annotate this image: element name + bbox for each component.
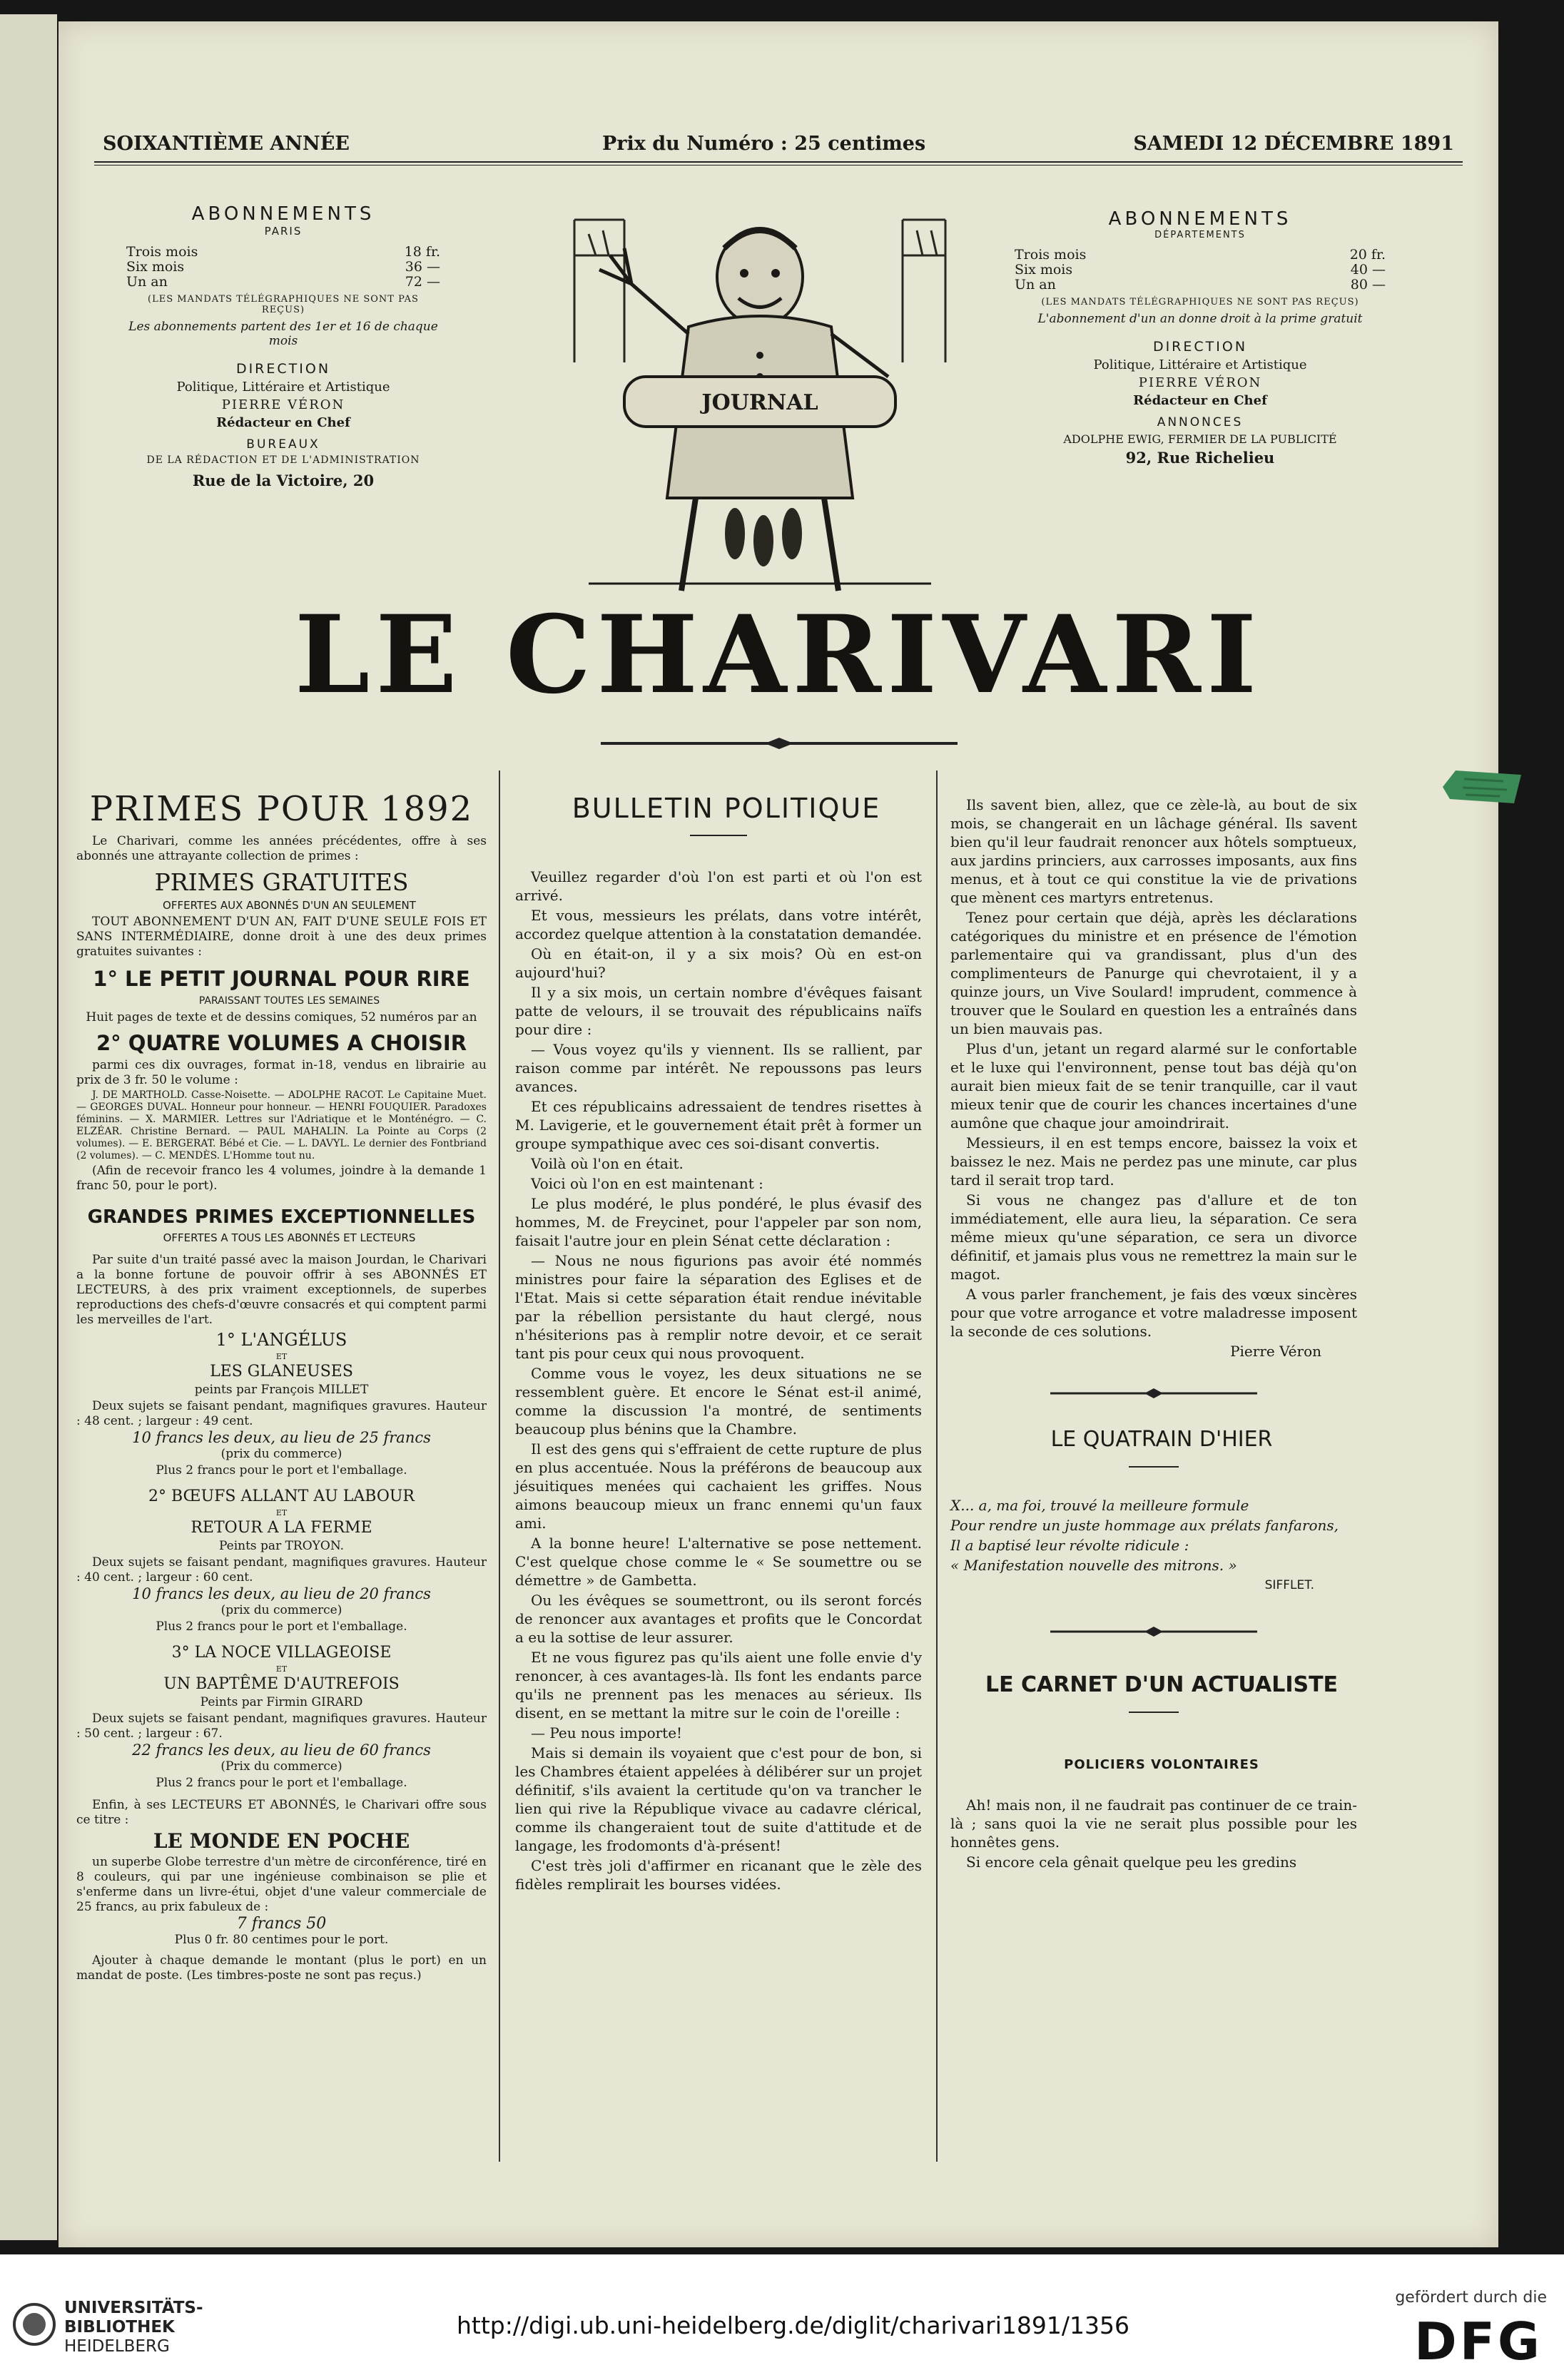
bulletin-para: Veuillez regarder d'où l'on est parti et où l'on est arrivé. [515,868,922,904]
quatrain-title: LE QUATRAIN D'HIER [1050,1427,1273,1452]
editor-role: Rédacteur en Chef [1133,393,1267,408]
bulletin-para: Il est des gens qui s'effraient de cette rupture de plus en plus accentuée. Nous la préférons de beaucoup aux jésuitiques menées qui cachaient les griffes. Nous aimons beaucoup mieux un franc ennemi qu'un faux ami. [515,1440,922,1532]
carnet-subtitle: POLICIERS VOLONTAIRES [1064,1757,1259,1772]
annonces-desc: ADOLPHE EWIG, FERMIER DE LA PUBLICITÉ [1063,432,1337,446]
gravure-1-title: 1° L'ANGÉLUS [215,1330,347,1350]
header-price: Prix du Numéro : 25 centimes [602,133,926,155]
grandes-primes-sub: OFFERTES A TOUS LES ABONNÉS ET LECTEURS [163,1231,416,1244]
subs-dept-title: ABONNEMENTS [1108,208,1292,230]
subs-paris-italic: Les abonnements partent des 1er et 16 de chaque mois [128,320,438,348]
bulletin-para: Il y a six mois, un certain nombre d'évêques faisant patte de velours, il se trouvait des républicains naïfs pour dire : [515,984,922,1038]
primes-outro: Ajouter à chaque demande le montant (plus le port) en un mandat de poste. (Les timbres-poste ne sont pas reçus.) [76,1953,487,1983]
gravure-2-title-b: RETOUR A LA FERME [191,1519,372,1537]
column-right [950,795,1357,1873]
subs-dept-rows [1015,248,1386,293]
editor-name: PIERRE VÉRON [221,397,345,412]
monde-intro: Enfin, à ses LECTEURS ET ABONNÉS, le Charivari offre sous ce titre : [76,1798,487,1827]
direction-desc: Politique, Littéraire et Artistique [176,380,390,395]
header-date: SAMEDI 12 DÉCEMBRE 1891 [1133,133,1454,155]
gravure-3-title: 3° LA NOCE VILLAGEOISE [171,1644,392,1662]
gravure-2-price: 10 francs les deux, au lieu de 20 francs [132,1585,431,1602]
primes-title: PRIMES POUR 1892 [89,789,474,829]
gravure-1-et: ET [275,1352,288,1361]
banner-text: JOURNAL [701,390,818,415]
dept-address: 92, Rue Richelieu [1125,449,1275,467]
subs-dept-note: (LES MANDATS TÉLÉGRAPHIQUES NE SONT PAS REÇUS) [1041,297,1359,307]
bulletin-para: Comme vous le voyez, les deux situations ne se ressemblent guère. Et encore le Sénat est-il animé, comme la discussion l'a montré, de sentiments beaucoup plus bénins que la Chambre. [515,1365,922,1438]
subscriptions-departements [1015,208,1386,467]
bulletin-para: Et vous, messieurs les prélats, dans votre intérêt, accordez quelque attention à la constatation demandée. [515,907,922,942]
gravure-2-comm: (prix du commerce) [220,1603,342,1617]
bulletin-para: Mais si demain ils voyaient que c'est pour de bon, si les Chambres étaient appelées à délibérer sur un projet définitif, s'ils avaient la certitude qu'on va trancher le lien qui rive la République vivace au cadavre clérical, comme ils changeraient tout de suite d'attitude et de langage, les frodomonts d'à-présent! [515,1744,922,1854]
gravure-1-title-b: LES GLANEUSES [210,1363,353,1380]
carnet-para: Si encore cela gênait quelque peu les gredins [966,1853,1297,1871]
bulletin-para: Et ces républicains adressaient de tendres risettes à M. Lavigerie, et le gouvernement était prêt à former un groupe sympathique avec ces soi-disant convertis. [515,1098,922,1152]
digitization-footer [0,2254,1564,2380]
bulletin-para: Et ne vous figurez pas qu'ils aient une folle envie d'y renoncer, à ces avantages-là. Ils font les endants parce qu'ils ne prennent pas les menaces au sérieux. Ils disent, en se mettant la mitre sur le coin de l'oreille : [515,1649,922,1722]
gravure-3-et: ET [275,1664,288,1674]
gravure-2-by: Peints par TROYON. [218,1539,345,1553]
quatrain-line: Il a baptisé leur révolte ridicule : [950,1537,1189,1554]
gravure-3-desc: Deux sujets se faisant pendant, magnifiques gravures. Hauteur : 50 cent. ; largeur : 67. [76,1712,487,1741]
carnet-rule [1129,1712,1179,1713]
subs-paris-note: (LES MANDATS TÉLÉGRAPHIQUES NE SONT PAS REÇUS) [148,294,419,315]
gravure-1-port: Plus 2 francs pour le port et l'emballage. [156,1463,407,1478]
column-rule-2 [936,771,938,2162]
uni-line: HEIDELBERG [64,2337,170,2356]
column-primes [76,788,487,1985]
subs-paris-rows [126,245,440,290]
bulletin-para: Où en était-on, il y a six mois? Où en est-on aujourd'hui? [515,945,922,981]
primes-intro: Le Charivari, comme les années précédentes, offre à ses abonnés une attrayante collection de primes : [76,834,487,863]
direction-label: DIRECTION [1152,339,1248,355]
bulletin-para: Voilà où l'on en était. [531,1155,684,1172]
monde-price: 7 francs 50 [236,1915,327,1933]
gravure-3-port: Plus 2 francs pour le port et l'emballage. [156,1776,407,1790]
article-para: Tenez pour certain que déjà, après les déclarations catégoriques du ministre et en présence de l'émotion parlementaire qui va grandissant, plus d'un des complimenteurs de Panurge qui chevrotaient, il y a quinze jours, un Vive Soulard! imprudent, commence à trouver que le Soulard en question les a entraînés dans un bien mauvais pas. [950,909,1357,1037]
grandes-primes-heading: GRANDES PRIMES EXCEPTIONNELLES [87,1206,476,1228]
uni-line: BIBLIOTHEK [64,2318,175,2336]
newspaper-page [59,21,1498,2247]
bulletin-para: — Vous voyez qu'ils y viennent. Ils se rallient, par raison comme par intérêt. Ne repoussons pas leurs avances. [515,1041,922,1095]
gravure-2-desc: Deux sujets se faisant pendant, magnifiques gravures. Hauteur : 40 cent. ; largeur : 60 cent. [76,1555,487,1585]
subs-row: Six mois 40 — [1015,262,1386,278]
subs-row: Trois mois 18 fr. [126,244,440,260]
bureaux-desc: DE LA RÉDACTION ET DE L'ADMINISTRATION [146,454,420,466]
prime-2-note: (Afin de recevoir franco les 4 volumes, joindre à la demande 1 franc 50, pour le port). [76,1164,487,1193]
masthead-title: LE CHARIVARI [294,592,1263,718]
editor-role: Rédacteur en Chef [216,415,350,430]
quatrain-signature: SIFFLET. [1264,1578,1314,1592]
editor-name: PIERRE VÉRON [1138,375,1262,390]
article-para: Messieurs, il en est temps encore, baissez la voix et baissez le nez. Mais ne perdez pas une minute, car plus tard il serait trop tard. [950,1134,1357,1189]
article-para: Plus d'un, jetant un regard alarmé sur le confortable et le luxe qui l'environnent, pense tout bas déjà qu'on aurait bien mieux fait de se tenir tranquille, car il vaut mieux tenir que de courir les chances incertaines d'une aumône que chaque jour amoindrirait. [950,1040,1357,1131]
monde-port: Plus 0 fr. 80 centimes pour le port. [174,1933,389,1947]
quatrain-line: X... a, ma foi, trouvé la meilleure formule [950,1497,1249,1514]
bulletin-para: — Peu nous importe! [531,1724,683,1741]
direction-label: DIRECTION [235,361,331,377]
quatrain-rule [1129,1466,1179,1468]
source-url-link[interactable]: http://digi.ub.uni-heidelberg.de/diglit/charivari1891/1356 [457,2312,1129,2339]
annonces-label: ANNONCES [1157,415,1244,429]
carnet-para: Ah! mais non, il ne faudrait pas continuer de ce train-là ; sans quoi la vie ne serait plus possible pour les honnêtes gens. [950,1796,1357,1851]
article-para: A vous parler franchement, je fais des vœux sincères pour que votre arrogance et votre maladresse imposent la seconde de ces solutions. [950,1286,1357,1340]
primes-gratuites-heading: PRIMES GRATUITES [154,868,409,896]
column-rule-1 [499,771,500,2162]
header-year: SOIXANTIÈME ANNÉE [103,133,350,155]
subs-row: Un an 80 — [1015,277,1386,293]
grandes-primes-text: Par suite d'un traité passé avec la maison Jourdan, le Charivari a la bonne fortune de pouvoir offrir à ses ABONNÉS ET LECTEURS, à des prix vraiment exceptionnels, de superbes reproductions des chefs-d'œuvre consacrés et qui comptent parmi les merveilles de l'art. [76,1253,487,1327]
dfg-logo: DFG [1413,2312,1543,2371]
bulletin-para: — Nous ne nous figurions pas avoir été nommés ministres pour faire la séparation des Eglises et de l'Etat. Mais si cette séparation était rendue inévitable par la rébellion persistante du haut clergé, nous n'hésiterions pas à remplir notre devoir, et ce serait tant pis pour ceux qui nous provoquent. [515,1252,922,1362]
gravure-2-et: ET [275,1508,288,1517]
masthead-ornament [601,735,958,752]
subscriptions-paris [126,203,440,489]
subs-row: Trois mois 20 fr. [1015,247,1386,263]
gravure-1-by: peints par François MILLET [194,1383,369,1397]
bulletin-title: BULLETIN POLITIQUE [572,793,881,824]
subs-paris-region: PARIS [264,225,303,238]
gravure-2-port: Plus 2 francs pour le port et l'emballage. [156,1619,407,1634]
library-stamp-mark [1443,771,1521,803]
dfg-funded-label: gefördert durch die [1395,2289,1547,2307]
bulletin-para: Voici où l'on en est maintenant : [531,1175,763,1192]
quatrain-line: Pour rendre un juste hommage aux prélats fanfarons, [950,1517,1339,1534]
subs-dept-region: DÉPARTEMENTS [1154,230,1246,240]
bulletin-para: A la bonne heure! L'alternative se pose nettement. C'est quelque chose comme le « Se soumettre ou se démettre » de Gambetta. [515,1535,922,1589]
prime-1-heading: 1° LE PETIT JOURNAL POUR RIRE [93,967,470,991]
gravure-3-comm: (Prix du commerce) [220,1759,342,1774]
primes-gratuites-text: TOUT ABONNEMENT D'UN AN, FAIT D'UNE SEULE FOIS ET SANS INTERMÉDIAIRE, donne droit à une des deux primes gratuites suivantes : [76,915,487,959]
quatrain-line: « Manifestation nouvelle des mitrons. » [950,1557,1237,1574]
primes-gratuites-sub: OFFERTES AUX ABONNÉS D'UN AN SEULEMENT [163,899,416,912]
prime-2-list: J. DE MARTHOLD. Casse-Noisette. — ADOLPHE RACOT. Le Capitaine Muet. — GEORGES DUVAL. Honneur pour honneur. — HENRI FOUQUIER. Paradoxes féminins. — X. MARMIER. Lettres sur l'Adriatique et le Monténégro. — C. ELZÉAR. Christine Bernard. — PAUL MAHALIN. La Pointe au Corps (2 volumes). — E. BERGERAT. Bébé et Cie. — L. DAVYL. Le dernier des Fontbriand (2 volumes). — C. MENDÈS. L'Homme tout nu. [76,1089,487,1161]
gravure-1-price: 10 francs les deux, au lieu de 25 francs [132,1429,431,1446]
bulletin-para: Ou les évêques se soumettront, ou ils seront forcés de renoncer aux avantages et profits que le Concordat a eu la sottise de leur assurer. [515,1592,922,1646]
carnet-title: LE CARNET D'UN ACTUALISTE [985,1672,1339,1697]
prime-1-sub: PARAISSANT TOUTES LES SEMAINES [198,995,380,1007]
university-name [64,2299,203,2356]
adjacent-page-strip [0,14,57,2240]
header-rule [94,161,1463,163]
gravure-1-comm: (prix du commerce) [220,1447,342,1461]
masthead-illustration [546,198,974,609]
monde-title: LE MONDE EN POCHE [153,1829,410,1853]
gravure-2-title: 2° BŒUFS ALLANT AU LABOUR [148,1488,415,1505]
prime-2-heading: 2° QUATRE VOLUMES A CHOISIR [96,1031,467,1055]
paris-address: Rue de la Victoire, 20 [192,472,375,489]
article-para: Ils savent bien, allez, que ce zèle-là, au bout de six mois, se changerait en un lâchage général. Ils savent bien qu'il leur faudrait renoncer aux hôtels somptueux, aux jardins princiers, aux carrosses imposants, aux fins menus, et à tout ce qui constitue la vie de privations que mènent ces martyrs entretenus. [950,796,1357,906]
direction-desc: Politique, Littéraire et Artistique [1093,357,1307,372]
bulletin-rule [690,835,747,836]
section-ornament [950,1379,1357,1408]
subs-row: Six mois 36 — [126,259,440,275]
subs-row: Un an 72 — [126,274,440,290]
gravure-3-title-b: UN BAPTÊME D'AUTREFOIS [163,1675,400,1693]
article-para: Si vous ne changez pas d'allure et de ton immédiatement, elle aura lieu, la séparation. Ce sera même mieux qu'une séparation, ce sera un divorce définitif, et jamais plus vous ne remettrez la main sur le magot. [950,1191,1357,1283]
uni-line: UNIVERSITÄTS- [64,2299,203,2317]
university-seal-icon [11,2296,57,2353]
section-ornament [950,1617,1357,1646]
article-signature: Pierre Véron [1230,1343,1321,1360]
prime-1-text: Huit pages de texte et de dessins comiques, 52 numéros par an [86,1010,477,1024]
bulletin-para: C'est très joli d'affirmer en ricanant que le zèle des fidèles remplirait les bourses vidées. [515,1857,922,1893]
subs-dept-italic: L'abonnement d'un an donne droit à la prime gratuit [1037,312,1363,326]
gravure-1-desc: Deux sujets se faisant pendant, magnifiques gravures. Hauteur : 48 cent. ; largeur : 49 cent. [76,1399,487,1428]
gravure-3-price: 22 francs les deux, au lieu de 60 francs [132,1741,431,1759]
monde-text: un superbe Globe terrestre d'un mètre de circonférence, tiré en 8 couleurs, qui par une ingénieuse combinaison se plie et s'enferme dans un livre-étui, objet d'une valeur commerciale de 25 francs, au prix fabuleux de : [76,1855,487,1914]
bureaux-label: BUREAUX [246,437,320,452]
prime-2-text: parmi ces dix ouvrages, format in-18, vendus en librairie au prix de 3 fr. 50 le volume : [76,1058,487,1087]
bulletin-para: Le plus modéré, le plus pondéré, le plus évasif des hommes, M. de Freycinet, pour l'appeler par son nom, faisait l'autre jour en plein Sénat cette déclaration : [515,1195,922,1249]
column-bulletin [515,792,922,1895]
subs-paris-title: ABONNEMENTS [191,203,375,225]
header-rule-thin [94,165,1463,166]
gravure-3-by: Peints par Firmin GIRARD [200,1695,363,1709]
